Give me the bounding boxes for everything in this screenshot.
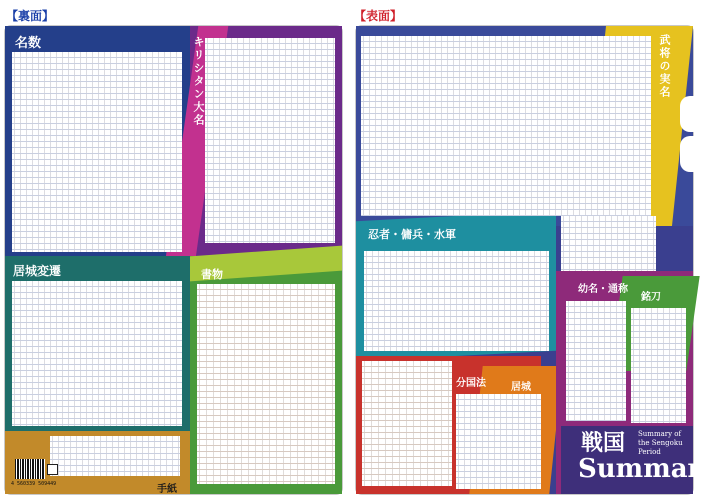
names-heading: 名数: [15, 36, 42, 51]
bunkokuho-heading: 分国法: [456, 378, 486, 389]
front-side-label: 【表面】: [354, 9, 403, 23]
books-heading: 書物: [201, 268, 223, 281]
bunkokuho-table: [362, 361, 452, 486]
tab-notch-lower: [680, 136, 694, 172]
names-table: [12, 52, 182, 252]
castle-heading: 居城: [511, 382, 531, 393]
back-sheet: [5, 26, 342, 494]
logo-kanji: 戦国: [581, 430, 626, 456]
barcode: [15, 459, 45, 479]
ninja-table-right: [561, 216, 656, 271]
ninja-table: [364, 251, 549, 351]
tab-notch-upper: [680, 96, 694, 132]
kirishitan-table: [205, 38, 335, 243]
logo-subtitle-1: Summary of: [638, 430, 682, 438]
castles-table: [12, 281, 182, 426]
swords-heading: 銘刀: [641, 292, 661, 303]
logo-title: Summary: [578, 454, 716, 484]
front-sheet: [356, 26, 716, 494]
logo-subtitle-2: the Sengoku Period: [638, 439, 683, 456]
kirishitan-heading: キリシタン大名: [192, 36, 205, 127]
bunkokuho-table-2: [456, 394, 541, 489]
swords-table: [631, 308, 686, 423]
nicknames-table: [566, 301, 626, 421]
back-side-label: 【裏面】: [6, 9, 55, 23]
real-names-table: [361, 36, 651, 216]
barcode-number: 4 560339 509449: [11, 481, 57, 487]
books-table: [197, 284, 335, 484]
castles-heading: 居城変遷: [13, 264, 62, 278]
recycle-mark-icon: [47, 464, 58, 475]
letters-table: [50, 436, 180, 476]
ninja-heading: 忍者・傭兵・水軍: [368, 228, 456, 241]
letters-heading: 手紙: [157, 484, 177, 495]
nicknames-heading: 幼名・通称: [578, 284, 628, 295]
real-names-heading: 武将の実名: [658, 34, 671, 99]
